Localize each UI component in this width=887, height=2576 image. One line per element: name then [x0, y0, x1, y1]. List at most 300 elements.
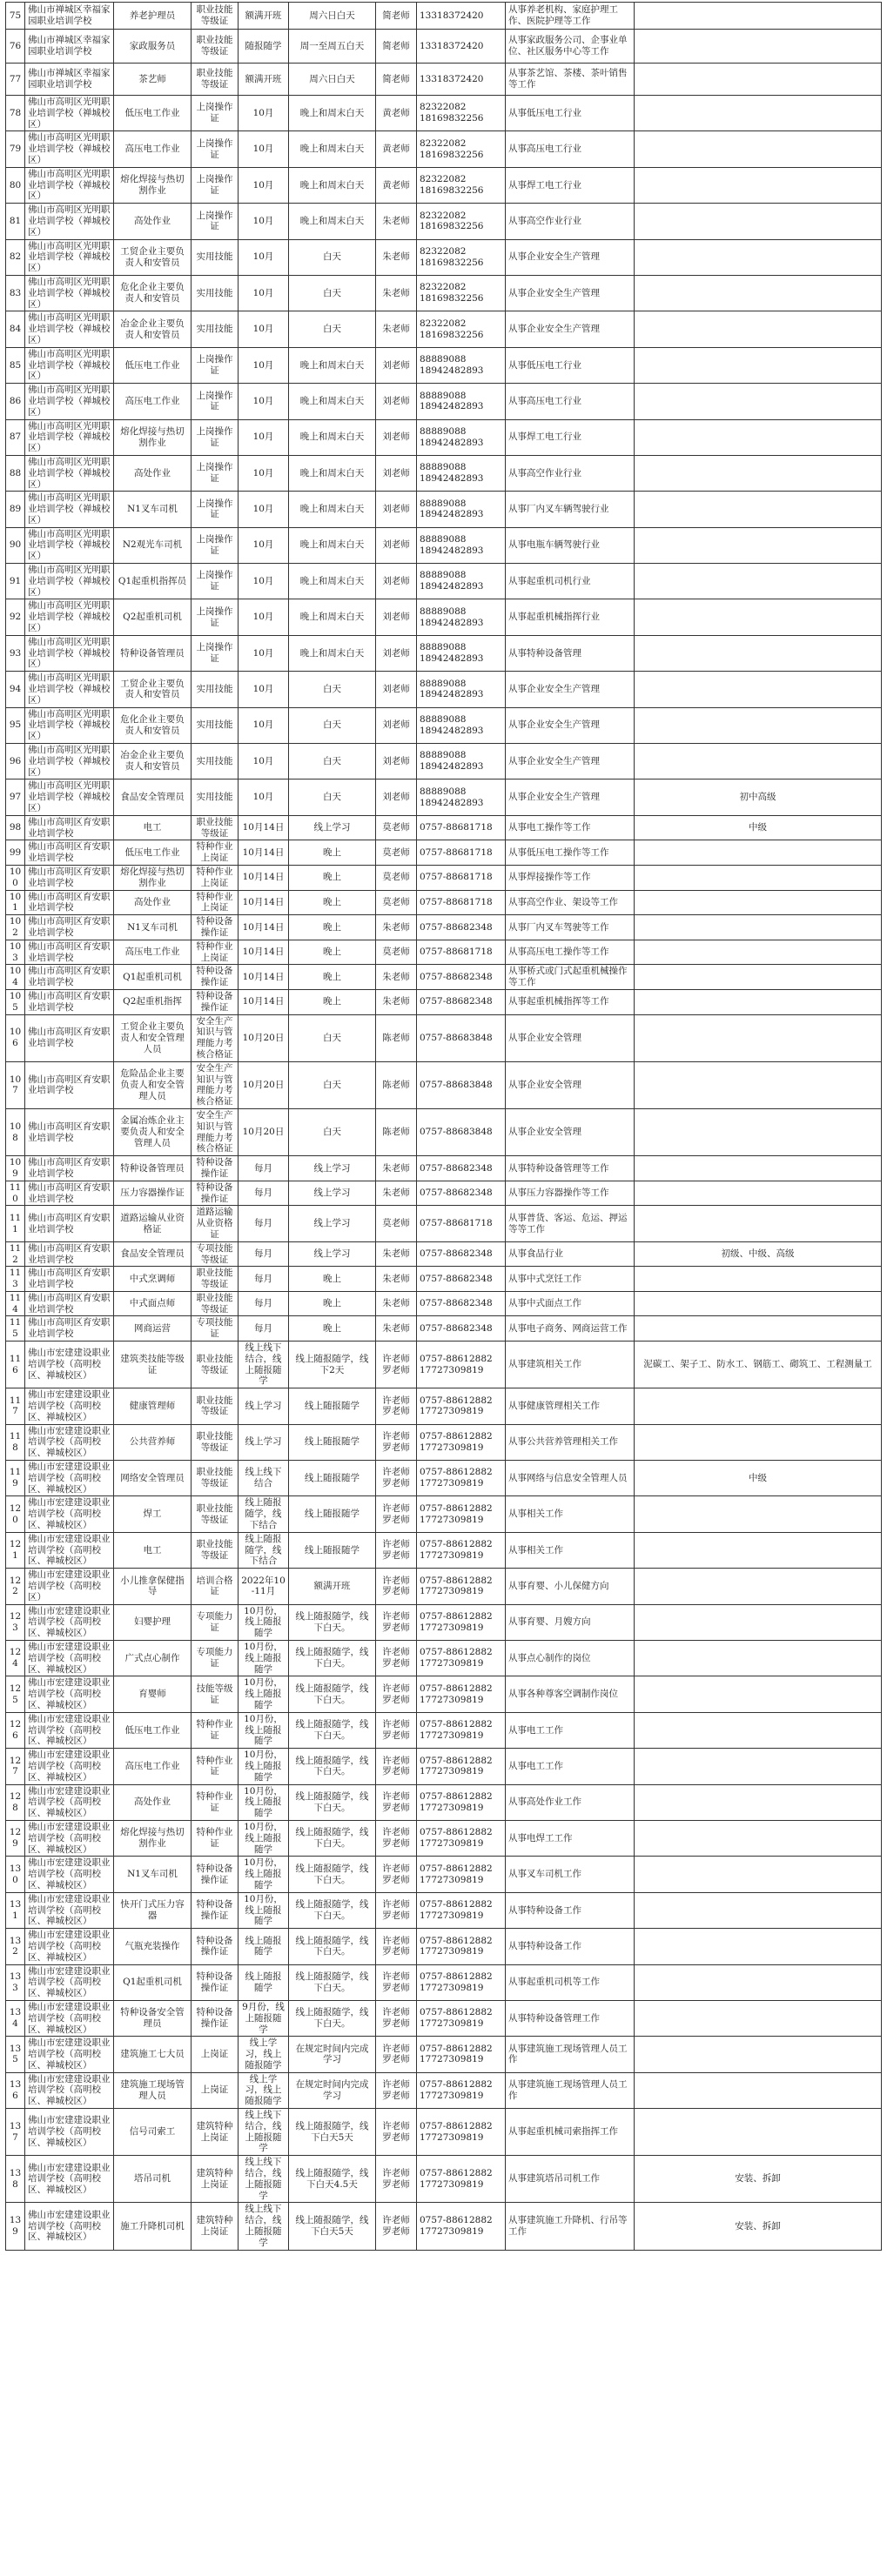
- contact-phone-cell: 0757-88612882 17727309819: [417, 2203, 506, 2250]
- table-row: [6, 1241, 882, 1267]
- contact-phone-cell: 88889088 18942482893: [417, 455, 506, 491]
- certificate-type-cell: 特种作业证: [192, 1820, 239, 1856]
- start-time-cell: 10月: [239, 96, 289, 131]
- class-period-cell: 晚上: [289, 915, 376, 940]
- remark-cell: [635, 1156, 882, 1181]
- class-period-cell: 白天: [289, 672, 376, 707]
- row-number-cell: 130: [6, 1857, 25, 1892]
- school-name-cell: 佛山市高明区光明职业培训学校（禅城校区）: [25, 419, 114, 455]
- job-direction-cell: 从事育婴、月嫂方向: [506, 1604, 635, 1640]
- contact-person-cell: 朱老师: [376, 1181, 417, 1206]
- contact-phone-cell: 0757-88612882 17727309819: [417, 1929, 506, 1964]
- row-number-cell: 77: [6, 64, 25, 96]
- job-direction-cell: 从事食品行业: [506, 1241, 635, 1267]
- remark-cell: 安装、拆卸: [635, 2156, 882, 2203]
- contact-person-cell: 刘老师: [376, 672, 417, 707]
- row-number-cell: 95: [6, 707, 25, 743]
- remark-cell: [635, 275, 882, 311]
- contact-person-cell: 朱老师: [376, 1291, 417, 1316]
- certificate-type-cell: 道路运输从业资格证: [192, 1206, 239, 1241]
- job-direction-cell: 从事高压电工操作等工作: [506, 940, 635, 965]
- job-direction-cell: 从事焊接操作等工作: [506, 866, 635, 891]
- training-item-cell: 公共营养师: [114, 1424, 192, 1460]
- class-period-cell: 额满开班: [289, 1569, 376, 1604]
- table-row: [6, 1964, 882, 2000]
- training-item-cell: 特种设备管理员: [114, 1156, 192, 1181]
- school-name-cell: 佛山市高明区光明职业培训学校（禅城校区）: [25, 167, 114, 203]
- contact-phone-cell: 0757-88612882 17727309819: [417, 1857, 506, 1892]
- table-row: [6, 1156, 882, 1181]
- job-direction-cell: 从事普货、客运、危运、押运等等工作: [506, 1206, 635, 1241]
- certificate-type-cell: 上岗操作证: [192, 131, 239, 167]
- table-row: [6, 707, 882, 743]
- row-number-cell: 122: [6, 1569, 25, 1604]
- start-time-cell: 10月14日: [239, 915, 289, 940]
- remark-cell: [635, 1181, 882, 1206]
- start-time-cell: 10月: [239, 599, 289, 635]
- class-period-cell: 晚上: [289, 989, 376, 1014]
- training-item-cell: 低压电工作业: [114, 96, 192, 131]
- contact-person-cell: 刘老师: [376, 599, 417, 635]
- contact-phone-cell: 0757-88612882 17727309819: [417, 1532, 506, 1568]
- remark-cell: [635, 599, 882, 635]
- remark-cell: [635, 564, 882, 599]
- table-row: [6, 96, 882, 131]
- certificate-type-cell: 职业技能等级证: [192, 1388, 239, 1424]
- contact-person-cell: 莫老师: [376, 890, 417, 915]
- training-item-cell: 危险品企业主要负责人和安全管理人员: [114, 1061, 192, 1108]
- remark-cell: [635, 1532, 882, 1568]
- row-number-cell: 136: [6, 2072, 25, 2108]
- certificate-type-cell: 特种设备操作证: [192, 1929, 239, 1964]
- contact-person-cell: 朱老师: [376, 1156, 417, 1181]
- school-name-cell: 佛山市宏建建设职业培训学校（高明校区、禅城校区）: [25, 1749, 114, 1784]
- table-row: [6, 1641, 882, 1676]
- training-item-cell: 茶艺师: [114, 64, 192, 96]
- start-time-cell: 额满开班: [239, 64, 289, 96]
- school-name-cell: 佛山市高明区光明职业培训学校（禅城校区）: [25, 672, 114, 707]
- contact-phone-cell: 0757-88683848: [417, 1108, 506, 1155]
- class-period-cell: 线上随报随学，线下白天。: [289, 1929, 376, 1964]
- school-name-cell: 佛山市高明区育安职业培训学校: [25, 1267, 114, 1292]
- certificate-type-cell: 职业技能等级证: [192, 64, 239, 96]
- certificate-type-cell: 安全生产知识与管理能力考核合格证: [192, 1014, 239, 1061]
- contact-person-cell: 朱老师: [376, 1316, 417, 1342]
- contact-person-cell: 许老师 罗老师: [376, 1641, 417, 1676]
- start-time-cell: 10月: [239, 707, 289, 743]
- remark-cell: [635, 1641, 882, 1676]
- contact-phone-cell: 0757-88682348: [417, 915, 506, 940]
- start-time-cell: 线上随报随学，线下结合: [239, 1532, 289, 1568]
- start-time-cell: 10月20日: [239, 1061, 289, 1108]
- class-period-cell: 线上随报随学，线下白天。: [289, 1641, 376, 1676]
- job-direction-cell: 从事厂内叉车辆驾驶行业: [506, 492, 635, 527]
- contact-phone-cell: 0757-88682348: [417, 1156, 506, 1181]
- class-period-cell: 晚上: [289, 965, 376, 990]
- job-direction-cell: 从事特种设备管理工作: [506, 2000, 635, 2036]
- class-period-cell: 晚上和周末白天: [289, 599, 376, 635]
- remark-cell: [635, 890, 882, 915]
- certificate-type-cell: 职业技能等级证: [192, 3, 239, 30]
- school-name-cell: 佛山市宏建建设职业培训学校（高明校区、禅城校区）: [25, 1964, 114, 2000]
- training-item-cell: 中式面点师: [114, 1291, 192, 1316]
- training-item-cell: 冶金企业主要负责人和安管员: [114, 311, 192, 347]
- contact-phone-cell: 82322082 18169832256: [417, 275, 506, 311]
- row-number-cell: 86: [6, 384, 25, 419]
- contact-person-cell: 黄老师: [376, 96, 417, 131]
- start-time-cell: 10月14日: [239, 890, 289, 915]
- row-number-cell: 138: [6, 2156, 25, 2203]
- certificate-type-cell: 特种设备操作证: [192, 1892, 239, 1928]
- start-time-cell: 10月: [239, 311, 289, 347]
- row-number-cell: 108: [6, 1108, 25, 1155]
- job-direction-cell: 从事特种设备工作: [506, 1929, 635, 1964]
- start-time-cell: 10月: [239, 527, 289, 563]
- job-direction-cell: 从事企业安全生产管理: [506, 707, 635, 743]
- start-time-cell: 10月: [239, 347, 289, 383]
- contact-phone-cell: 13318372420: [417, 3, 506, 30]
- school-name-cell: 佛山市宏建建设职业培训学校（高明校区、禅城校区）: [25, 2156, 114, 2203]
- contact-phone-cell: 0757-88682348: [417, 1267, 506, 1292]
- job-direction-cell: 从事公共营养管理相关工作: [506, 1424, 635, 1460]
- start-time-cell: 线上学习，线上随报随学: [239, 2072, 289, 2108]
- school-name-cell: 佛山市高明区育安职业培训学校: [25, 866, 114, 891]
- certificate-type-cell: 上岗操作证: [192, 527, 239, 563]
- training-item-cell: Q2起重机指挥: [114, 989, 192, 1014]
- remark-cell: 安装、拆卸: [635, 2203, 882, 2250]
- training-item-cell: 建筑施工现场管理人员: [114, 2072, 192, 2108]
- contact-phone-cell: 0757-88612882 17727309819: [417, 1749, 506, 1784]
- class-period-cell: 周六日白天: [289, 64, 376, 96]
- contact-phone-cell: 88889088 18942482893: [417, 707, 506, 743]
- contact-person-cell: 许老师 罗老师: [376, 1461, 417, 1496]
- school-name-cell: 佛山市高明区育安职业培训学校: [25, 890, 114, 915]
- certificate-type-cell: 特种设备操作证: [192, 1857, 239, 1892]
- training-item-cell: N1叉车司机: [114, 915, 192, 940]
- remark-cell: [635, 455, 882, 491]
- remark-cell: [635, 1892, 882, 1928]
- certificate-type-cell: 建筑特种上岗证: [192, 2203, 239, 2250]
- row-number-cell: 84: [6, 311, 25, 347]
- table-row: [6, 2109, 882, 2156]
- contact-phone-cell: 88889088 18942482893: [417, 672, 506, 707]
- table-row: [6, 1181, 882, 1206]
- row-number-cell: 134: [6, 2000, 25, 2036]
- start-time-cell: 10月份，线上随报随学: [239, 1712, 289, 1748]
- certificate-type-cell: 上岗操作证: [192, 564, 239, 599]
- table-row: [6, 672, 882, 707]
- contact-phone-cell: 0757-88612882 17727309819: [417, 1388, 506, 1424]
- job-direction-cell: 从事特种设备工作: [506, 1892, 635, 1928]
- school-name-cell: 佛山市宏建建设职业培训学校（高明校区、禅城校区）: [25, 2037, 114, 2072]
- table-row: [6, 1206, 882, 1241]
- class-period-cell: 白天: [289, 1014, 376, 1061]
- training-item-cell: 健康管理师: [114, 1388, 192, 1424]
- class-period-cell: 周六日白天: [289, 3, 376, 30]
- remark-cell: [635, 1929, 882, 1964]
- certificate-type-cell: 实用技能: [192, 275, 239, 311]
- remark-cell: [635, 311, 882, 347]
- class-period-cell: 线上随报随学: [289, 1461, 376, 1496]
- certificate-type-cell: 特种作业上岗证: [192, 890, 239, 915]
- job-direction-cell: 从事特种设备管理等工作: [506, 1156, 635, 1181]
- start-time-cell: 线上学习: [239, 1424, 289, 1460]
- row-number-cell: 135: [6, 2037, 25, 2072]
- start-time-cell: 线上线下结合，线上随报随学: [239, 2109, 289, 2156]
- certificate-type-cell: 特种设备操作证: [192, 989, 239, 1014]
- certificate-type-cell: 上岗操作证: [192, 455, 239, 491]
- start-time-cell: 10月: [239, 635, 289, 671]
- job-direction-cell: 从事电工工作: [506, 1749, 635, 1784]
- school-name-cell: 佛山市高明区育安职业培训学校: [25, 1108, 114, 1155]
- table-row: [6, 1892, 882, 1928]
- job-direction-cell: 从事建筑施工升降机、行吊等工作: [506, 2203, 635, 2250]
- school-name-cell: 佛山市宏建建设职业培训学校（高明校区、禅城校区）: [25, 2203, 114, 2250]
- contact-person-cell: 朱老师: [376, 275, 417, 311]
- table-row: [6, 275, 882, 311]
- table-row: [6, 1532, 882, 1568]
- contact-person-cell: 莫老师: [376, 940, 417, 965]
- table-row: [6, 2000, 882, 2036]
- school-name-cell: 佛山市高明区育安职业培训学校: [25, 815, 114, 840]
- school-name-cell: 佛山市高明区光明职业培训学校（禅城校区）: [25, 347, 114, 383]
- training-item-cell: 中式烹调师: [114, 1267, 192, 1292]
- job-direction-cell: 从事茶艺馆、茶楼、茶叶销售等工作: [506, 64, 635, 96]
- class-period-cell: 晚上: [289, 940, 376, 965]
- row-number-cell: 121: [6, 1532, 25, 1568]
- remark-cell: [635, 2072, 882, 2108]
- remark-cell: [635, 2109, 882, 2156]
- certificate-type-cell: 上岗操作证: [192, 96, 239, 131]
- table-row: [6, 1342, 882, 1388]
- contact-person-cell: 朱老师: [376, 311, 417, 347]
- contact-phone-cell: 82322082 18169832256: [417, 204, 506, 239]
- table-row: [6, 239, 882, 275]
- contact-person-cell: 莫老师: [376, 1206, 417, 1241]
- table-row: [6, 815, 882, 840]
- row-number-cell: 91: [6, 564, 25, 599]
- table-row: [6, 866, 882, 891]
- certificate-type-cell: 上岗操作证: [192, 492, 239, 527]
- row-number-cell: 111: [6, 1206, 25, 1241]
- remark-cell: 中级: [635, 1461, 882, 1496]
- class-period-cell: 白天: [289, 275, 376, 311]
- row-number-cell: 80: [6, 167, 25, 203]
- contact-person-cell: 刘老师: [376, 707, 417, 743]
- contact-person-cell: 黄老师: [376, 131, 417, 167]
- contact-phone-cell: 0757-88612882 17727309819: [417, 1820, 506, 1856]
- contact-phone-cell: 82322082 18169832256: [417, 167, 506, 203]
- job-direction-cell: 从事网络与信息安全管理人员: [506, 1461, 635, 1496]
- certificate-type-cell: 实用技能: [192, 707, 239, 743]
- school-name-cell: 佛山市禅城区幸福家园职业培训学校: [25, 30, 114, 64]
- start-time-cell: 10月14日: [239, 989, 289, 1014]
- row-number-cell: 92: [6, 599, 25, 635]
- contact-person-cell: 许老师 罗老师: [376, 1388, 417, 1424]
- contact-person-cell: 简老师: [376, 64, 417, 96]
- class-period-cell: 白天: [289, 779, 376, 815]
- certificate-type-cell: 职业技能等级证: [192, 1496, 239, 1532]
- training-item-cell: 焊工: [114, 1496, 192, 1532]
- training-item-cell: 高处作业: [114, 1784, 192, 1820]
- remark-cell: [635, 1604, 882, 1640]
- row-number-cell: 88: [6, 455, 25, 491]
- row-number-cell: 90: [6, 527, 25, 563]
- training-item-cell: 工贸企业主要负责人和安全管理人员: [114, 1014, 192, 1061]
- start-time-cell: 线上随报随学，线下结合: [239, 1496, 289, 1532]
- start-time-cell: 10月: [239, 419, 289, 455]
- remark-cell: [635, 347, 882, 383]
- class-period-cell: 线上随报随学，线下白天。: [289, 1676, 376, 1712]
- start-time-cell: 10月: [239, 672, 289, 707]
- start-time-cell: 每月: [239, 1206, 289, 1241]
- table-row: [6, 1291, 882, 1316]
- training-item-cell: Q2起重机司机: [114, 599, 192, 635]
- certificate-type-cell: 专项技能等级证: [192, 1241, 239, 1267]
- class-period-cell: 白天: [289, 1061, 376, 1108]
- contact-phone-cell: 0757-88682348: [417, 1181, 506, 1206]
- contact-person-cell: 许老师 罗老师: [376, 2037, 417, 2072]
- table-row: [6, 744, 882, 779]
- start-time-cell: 线上线下结合: [239, 1461, 289, 1496]
- job-direction-cell: 从事相关工作: [506, 1496, 635, 1532]
- school-name-cell: 佛山市宏建建设职业培训学校（高明校区、禅城校区）: [25, 1784, 114, 1820]
- job-direction-cell: 从事起重机司机行业: [506, 564, 635, 599]
- table-row: [6, 940, 882, 965]
- contact-person-cell: 简老师: [376, 30, 417, 64]
- remark-cell: [635, 492, 882, 527]
- start-time-cell: 每月: [239, 1267, 289, 1292]
- contact-person-cell: 陈老师: [376, 1061, 417, 1108]
- job-direction-cell: 从事起重机司机等工作: [506, 1964, 635, 2000]
- contact-person-cell: 黄老师: [376, 167, 417, 203]
- contact-phone-cell: 0757-88612882 17727309819: [417, 1461, 506, 1496]
- class-period-cell: 白天: [289, 311, 376, 347]
- job-direction-cell: 从事养老机构、家庭护理工作、医院护理等工作: [506, 3, 635, 30]
- remark-cell: [635, 707, 882, 743]
- contact-phone-cell: 0757-88681718: [417, 815, 506, 840]
- school-name-cell: 佛山市宏建建设职业培训学校（高明校区、禅城校区）: [25, 1892, 114, 1928]
- table-row: [6, 492, 882, 527]
- remark-cell: [635, 167, 882, 203]
- contact-person-cell: 许老师 罗老师: [376, 1569, 417, 1604]
- row-number-cell: 87: [6, 419, 25, 455]
- job-direction-cell: 从事高处作业工作: [506, 1784, 635, 1820]
- start-time-cell: 10月份，线上随报随学: [239, 1604, 289, 1640]
- class-period-cell: 线上学习: [289, 1241, 376, 1267]
- start-time-cell: 10月: [239, 167, 289, 203]
- table-row: [6, 3, 882, 30]
- job-direction-cell: 从事企业安全生产管理: [506, 311, 635, 347]
- remark-cell: [635, 1206, 882, 1241]
- table-row: [6, 1820, 882, 1856]
- remark-cell: [635, 204, 882, 239]
- certificate-type-cell: 特种设备操作证: [192, 1181, 239, 1206]
- contact-phone-cell: 13318372420: [417, 64, 506, 96]
- contact-phone-cell: 0757-88612882 17727309819: [417, 1496, 506, 1532]
- remark-cell: 中级: [635, 815, 882, 840]
- job-direction-cell: 从事压力容器操作等工作: [506, 1181, 635, 1206]
- table-row: [6, 1316, 882, 1342]
- training-item-cell: 高压电工作业: [114, 1749, 192, 1784]
- training-item-cell: 建筑类技能等级证: [114, 1342, 192, 1388]
- contact-phone-cell: 0757-88683848: [417, 1014, 506, 1061]
- remark-cell: [635, 384, 882, 419]
- school-name-cell: 佛山市宏建建设职业培训学校（高明校区、禅城校区）: [25, 1857, 114, 1892]
- certificate-type-cell: 特种作业上岗证: [192, 866, 239, 891]
- training-item-cell: 养老护理员: [114, 3, 192, 30]
- class-period-cell: 晚上和周末白天: [289, 204, 376, 239]
- row-number-cell: 100: [6, 866, 25, 891]
- contact-phone-cell: 0757-88612882 17727309819: [417, 2000, 506, 2036]
- table-row: [6, 965, 882, 990]
- job-direction-cell: 从事高压电工行业: [506, 131, 635, 167]
- remark-cell: 泥碳工、架子工、防水工、钢筋工、砌筑工、工程测量工: [635, 1342, 882, 1388]
- class-period-cell: 在规定时间内完成学习: [289, 2072, 376, 2108]
- contact-phone-cell: 88889088 18942482893: [417, 527, 506, 563]
- job-direction-cell: 从事企业安全管理: [506, 1108, 635, 1155]
- certificate-type-cell: 职业技能等级证: [192, 815, 239, 840]
- job-direction-cell: 从事中式烹饪工作: [506, 1267, 635, 1292]
- school-name-cell: 佛山市高明区育安职业培训学校: [25, 1156, 114, 1181]
- remark-cell: [635, 1014, 882, 1061]
- contact-person-cell: 朱老师: [376, 965, 417, 990]
- table-row: [6, 779, 882, 815]
- certificate-type-cell: 上岗操作证: [192, 419, 239, 455]
- class-period-cell: 线上随报随学，线下白天。: [289, 1964, 376, 2000]
- row-number-cell: 103: [6, 940, 25, 965]
- class-period-cell: 晚上和周末白天: [289, 419, 376, 455]
- training-item-cell: 工贸企业主要负责人和安管员: [114, 672, 192, 707]
- job-direction-cell: 从事企业安全管理: [506, 1014, 635, 1061]
- training-item-cell: 特种设备安全管理员: [114, 2000, 192, 2036]
- start-time-cell: 10月: [239, 384, 289, 419]
- row-number-cell: 119: [6, 1461, 25, 1496]
- remark-cell: [635, 915, 882, 940]
- contact-person-cell: 朱老师: [376, 989, 417, 1014]
- certificate-type-cell: 专项技能证: [192, 1316, 239, 1342]
- class-period-cell: 晚上: [289, 1291, 376, 1316]
- remark-cell: [635, 64, 882, 96]
- start-time-cell: 10月: [239, 492, 289, 527]
- class-period-cell: 线上学习: [289, 1156, 376, 1181]
- row-number-cell: 99: [6, 840, 25, 866]
- remark-cell: [635, 2037, 882, 2072]
- row-number-cell: 127: [6, 1749, 25, 1784]
- certificate-type-cell: 职业技能等级证: [192, 1424, 239, 1460]
- training-item-cell: 工贸企业主要负责人和安管员: [114, 239, 192, 275]
- job-direction-cell: 从事建筑相关工作: [506, 1342, 635, 1388]
- contact-phone-cell: 0757-88612882 17727309819: [417, 1342, 506, 1388]
- table-row: [6, 1712, 882, 1748]
- remark-cell: [635, 1291, 882, 1316]
- contact-person-cell: 刘老师: [376, 527, 417, 563]
- class-period-cell: 线上学习: [289, 1206, 376, 1241]
- certificate-type-cell: 特种作业证: [192, 1784, 239, 1820]
- class-period-cell: 线上随报随学，线下白天。: [289, 2000, 376, 2036]
- row-number-cell: 118: [6, 1424, 25, 1460]
- contact-person-cell: 许老师 罗老师: [376, 2000, 417, 2036]
- job-direction-cell: 从事特种设备管理: [506, 635, 635, 671]
- start-time-cell: 9月份，线上随报随学: [239, 2000, 289, 2036]
- row-number-cell: 96: [6, 744, 25, 779]
- school-name-cell: 佛山市高明区光明职业培训学校（禅城校区）: [25, 635, 114, 671]
- table-row: [6, 1388, 882, 1424]
- start-time-cell: 10月: [239, 204, 289, 239]
- class-period-cell: 线上随报随学，线下白天。: [289, 1820, 376, 1856]
- row-number-cell: 113: [6, 1267, 25, 1292]
- row-number-cell: 82: [6, 239, 25, 275]
